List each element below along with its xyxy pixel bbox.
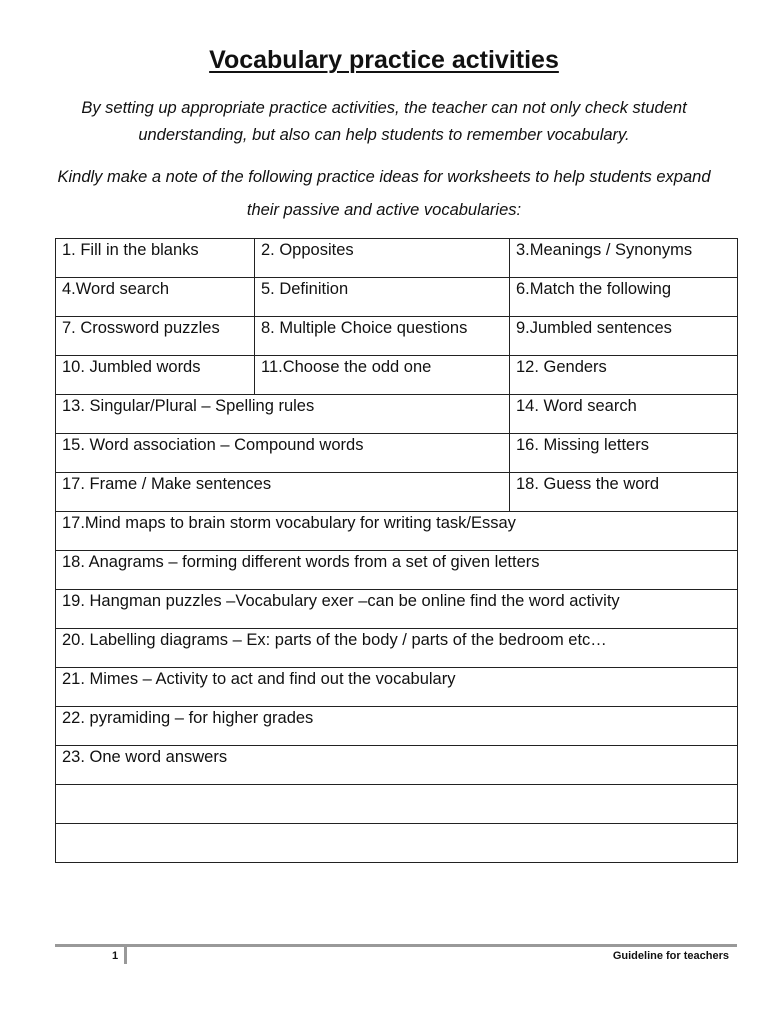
table-cell: 7. Crossword puzzles [56, 317, 255, 356]
table-cell: 1. Fill in the blanks [56, 239, 255, 278]
table-row [56, 668, 738, 707]
table-cell: 20. Labelling diagrams – Ex: parts of the body / parts of the bedroom etc… [56, 629, 738, 668]
table-cell: 4.Word search [56, 278, 255, 317]
table-row [56, 785, 738, 824]
table-row [56, 278, 738, 317]
table-row [56, 590, 738, 629]
table-cell: 15. Word association – Compound words [56, 434, 510, 473]
table-cell: 16. Missing letters [510, 434, 738, 473]
table-row [56, 434, 738, 473]
table-cell: 19. Hangman puzzles –Vocabulary exer –can be online find the word activity [56, 590, 738, 629]
table-row [56, 551, 738, 590]
table-row [56, 473, 738, 512]
table-cell: 2. Opposites [255, 239, 510, 278]
activities-table [55, 238, 738, 863]
table-cell: 17. Frame / Make sentences [56, 473, 510, 512]
table-cell: 13. Singular/Plural – Spelling rules [56, 395, 510, 434]
table-cell: 12. Genders [510, 356, 738, 395]
table-cell: 23. One word answers [56, 746, 738, 785]
table-cell: 18. Guess the word [510, 473, 738, 512]
table-cell: 9.Jumbled sentences [510, 317, 738, 356]
footer-caption: Guideline for teachers [612, 950, 729, 962]
table-row [56, 746, 738, 785]
table-row [56, 707, 738, 746]
table-row [56, 356, 738, 395]
table-cell: 8. Multiple Choice questions [255, 317, 510, 356]
page-number-bar [124, 946, 127, 964]
table-cell: 17.Mind maps to brain storm vocabulary for writing task/Essay [56, 512, 738, 551]
table-cell: 10. Jumbled words [56, 356, 255, 395]
table-cell: 3.Meanings / Synonyms [510, 239, 738, 278]
table-cell: 5. Definition [255, 278, 510, 317]
table-row [56, 317, 738, 356]
table-cell: 6.Match the following [510, 278, 738, 317]
page-number: 1 [112, 950, 119, 962]
page-title: Vocabulary practice activities [209, 46, 559, 74]
table-cell-empty [56, 824, 738, 863]
intro-paragraph-2: Kindly make a note of the following practice ideas for worksheets to help students expand their passive and active vocabularies: [57, 168, 711, 219]
table-row [56, 239, 738, 278]
table-row [56, 395, 738, 434]
footer-divider [55, 944, 737, 947]
table-row [56, 629, 738, 668]
table-row [56, 512, 738, 551]
table-cell: 21. Mimes – Activity to act and find out the vocabulary [56, 668, 738, 707]
intro-paragraph-1: By setting up appropriate practice activities, the teacher can not only check student understanding, but also can help students to remember vocabulary. [81, 99, 687, 144]
table-cell: 18. Anagrams – forming different words from a set of given letters [56, 551, 738, 590]
table-cell-empty [56, 785, 738, 824]
table-cell: 11.Choose the odd one [255, 356, 510, 395]
table-cell: 22. pyramiding – for higher grades [56, 707, 738, 746]
table-cell: 14. Word search [510, 395, 738, 434]
table-row [56, 824, 738, 863]
